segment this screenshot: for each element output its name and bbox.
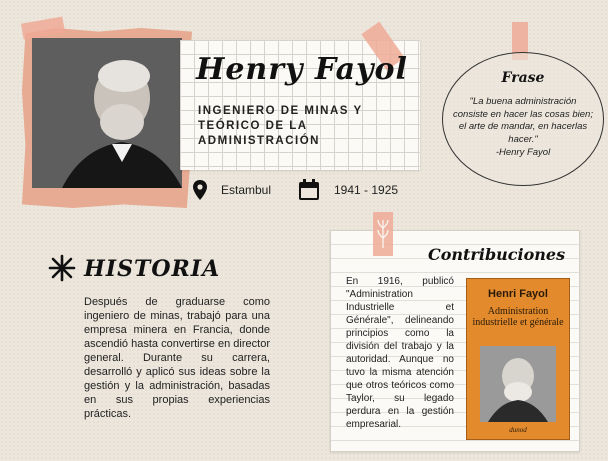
subtitle-role: INGENIERO DE MINAS Y TEÓRICO DE LA ADMINISTRACIÓN	[198, 105, 363, 147]
life-dates: 1941 - 1925	[334, 183, 399, 197]
historia-heading: HISTORIA	[84, 256, 221, 282]
portrait-photo	[32, 38, 182, 188]
quote-title: Frase	[501, 70, 545, 86]
calendar-icon	[298, 179, 320, 201]
historia-text: Después de graduarse como ingeniero de minas, trabajó para una empresa minera en Francia, donde ascendió hasta convertirse en director general. Durante su carrera, desarrolló y aplicó sus ideas sobre la gestión y la administración, basadas en sus propias experiencias prácticas.	[84, 296, 270, 420]
portrait-illustration	[32, 38, 182, 188]
contribuciones-text: En 1916, publicó "Administration Industrielle et Générale", delineando principios como la división del trabajo y la autoridad. Aunque no tuvo la misma atención que otros teóricos como Taylor, su legado perdura en la gestión empresarial.	[346, 276, 454, 430]
paper-clip-icon	[373, 212, 393, 256]
page-title: Henry Fayol	[196, 52, 408, 87]
asterisk-star-icon	[48, 254, 76, 282]
book-title: Administration industrielle et générale	[472, 306, 564, 328]
book-publisher: dunod	[509, 426, 527, 434]
book-portrait	[480, 346, 556, 422]
location-pin-icon	[193, 180, 207, 200]
book-author: Henri Fayol	[488, 288, 548, 300]
contribuciones-heading: Contribuciones	[428, 245, 566, 264]
quote-author: -Henry Fayol	[495, 147, 551, 158]
book-portrait-illustration	[480, 346, 556, 422]
quote-text: "La buena administración consiste en hacer las cosas bien; el arte de mandar, en hacerlas hacer."	[453, 96, 593, 145]
birthplace: Estambul	[221, 183, 272, 197]
